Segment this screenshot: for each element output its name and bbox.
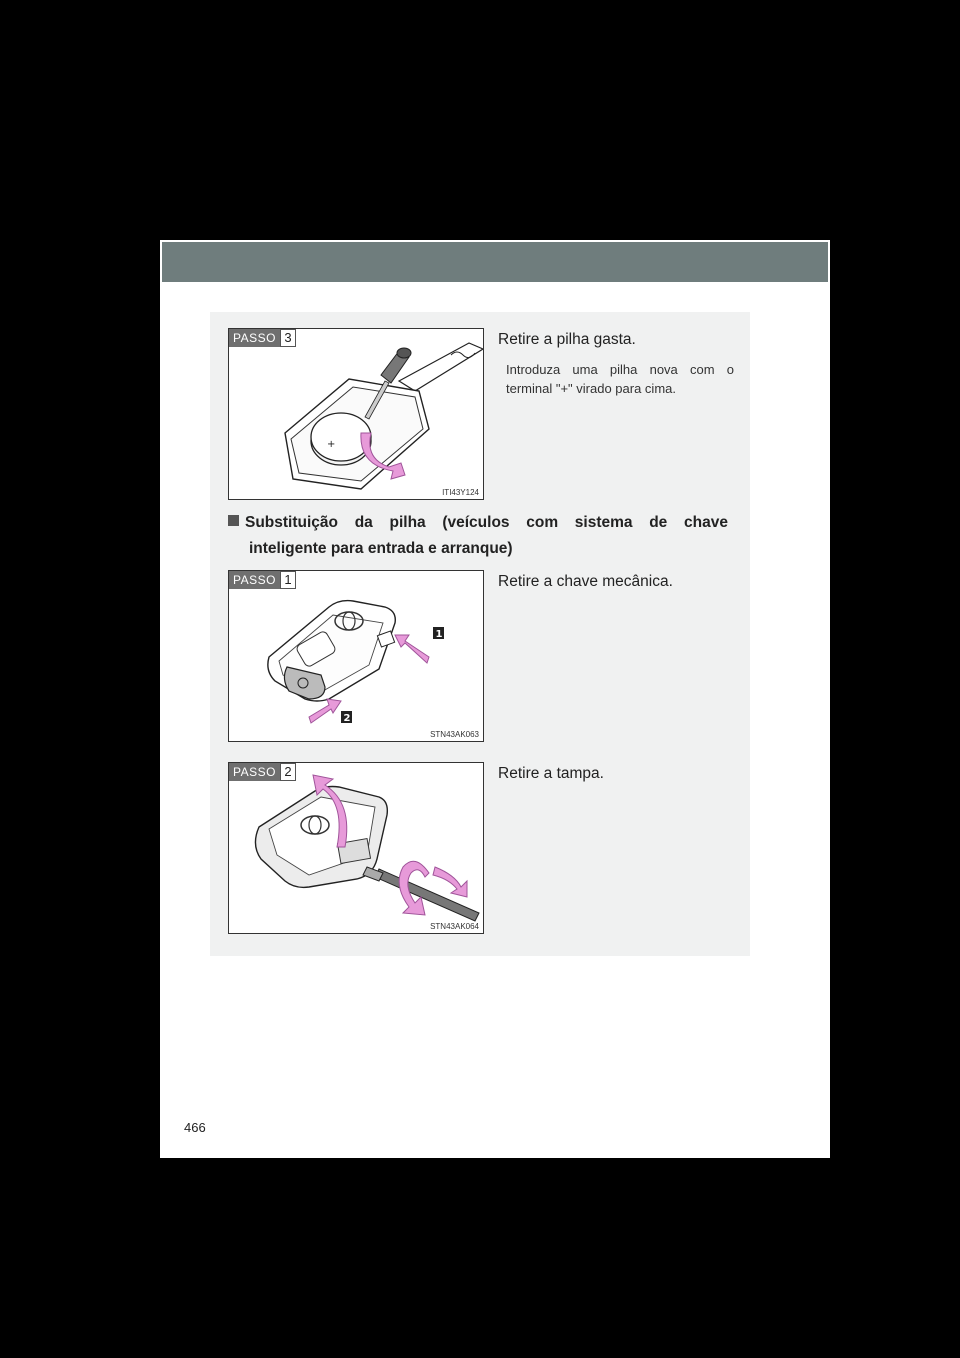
step-instruction: Retire a pilha gasta. <box>498 331 636 348</box>
heading-word: da <box>354 514 373 531</box>
figure-remove-cover <box>228 762 484 934</box>
callout-1: 1 <box>435 629 443 640</box>
heading-word: chave <box>684 514 728 531</box>
figure-code: STN43AK063 <box>430 730 479 739</box>
step-badge-word: PASSO <box>229 571 280 589</box>
figure-code: STN43AK064 <box>430 922 479 931</box>
step-badge-number: 2 <box>280 763 296 781</box>
section-heading-line1 <box>228 510 728 536</box>
step-instruction: Retire a chave mecânica. <box>498 573 673 590</box>
callout-2: 2 <box>343 713 351 724</box>
section-heading-line2: inteligente para entrada e arranque) <box>249 540 513 557</box>
page-number: 466 <box>184 1120 206 1135</box>
heading-word: sistema <box>574 514 633 531</box>
step-badge-word: PASSO <box>229 763 280 781</box>
svg-text:+: + <box>327 439 336 450</box>
section-heading <box>228 510 728 562</box>
heading-word: de <box>649 514 668 531</box>
square-bullet-icon <box>228 515 239 526</box>
manual-page <box>160 240 830 1158</box>
figure-remove-battery <box>228 328 484 500</box>
key-battery-illustration <box>229 329 484 500</box>
step-instruction: Retire a tampa. <box>498 765 604 782</box>
figure-remove-mechanical-key <box>228 570 484 742</box>
step-badge-number: 3 <box>280 329 296 347</box>
cover-removal-illustration <box>229 763 484 934</box>
smart-key-illustration <box>229 571 484 742</box>
heading-word: pilha <box>389 514 426 531</box>
content-panel <box>210 312 750 956</box>
heading-word: Substituição <box>228 510 338 536</box>
step-note: Introduza uma pilha nova com o terminal "+" virado para cima. <box>506 362 734 396</box>
step-badge-number: 1 <box>280 571 296 589</box>
heading-word: (veículos <box>442 514 510 531</box>
figure-code: ITI43Y124 <box>442 488 479 497</box>
step-badge-word: PASSO <box>229 329 280 347</box>
header-bar <box>162 242 828 282</box>
heading-word: com <box>526 514 559 531</box>
